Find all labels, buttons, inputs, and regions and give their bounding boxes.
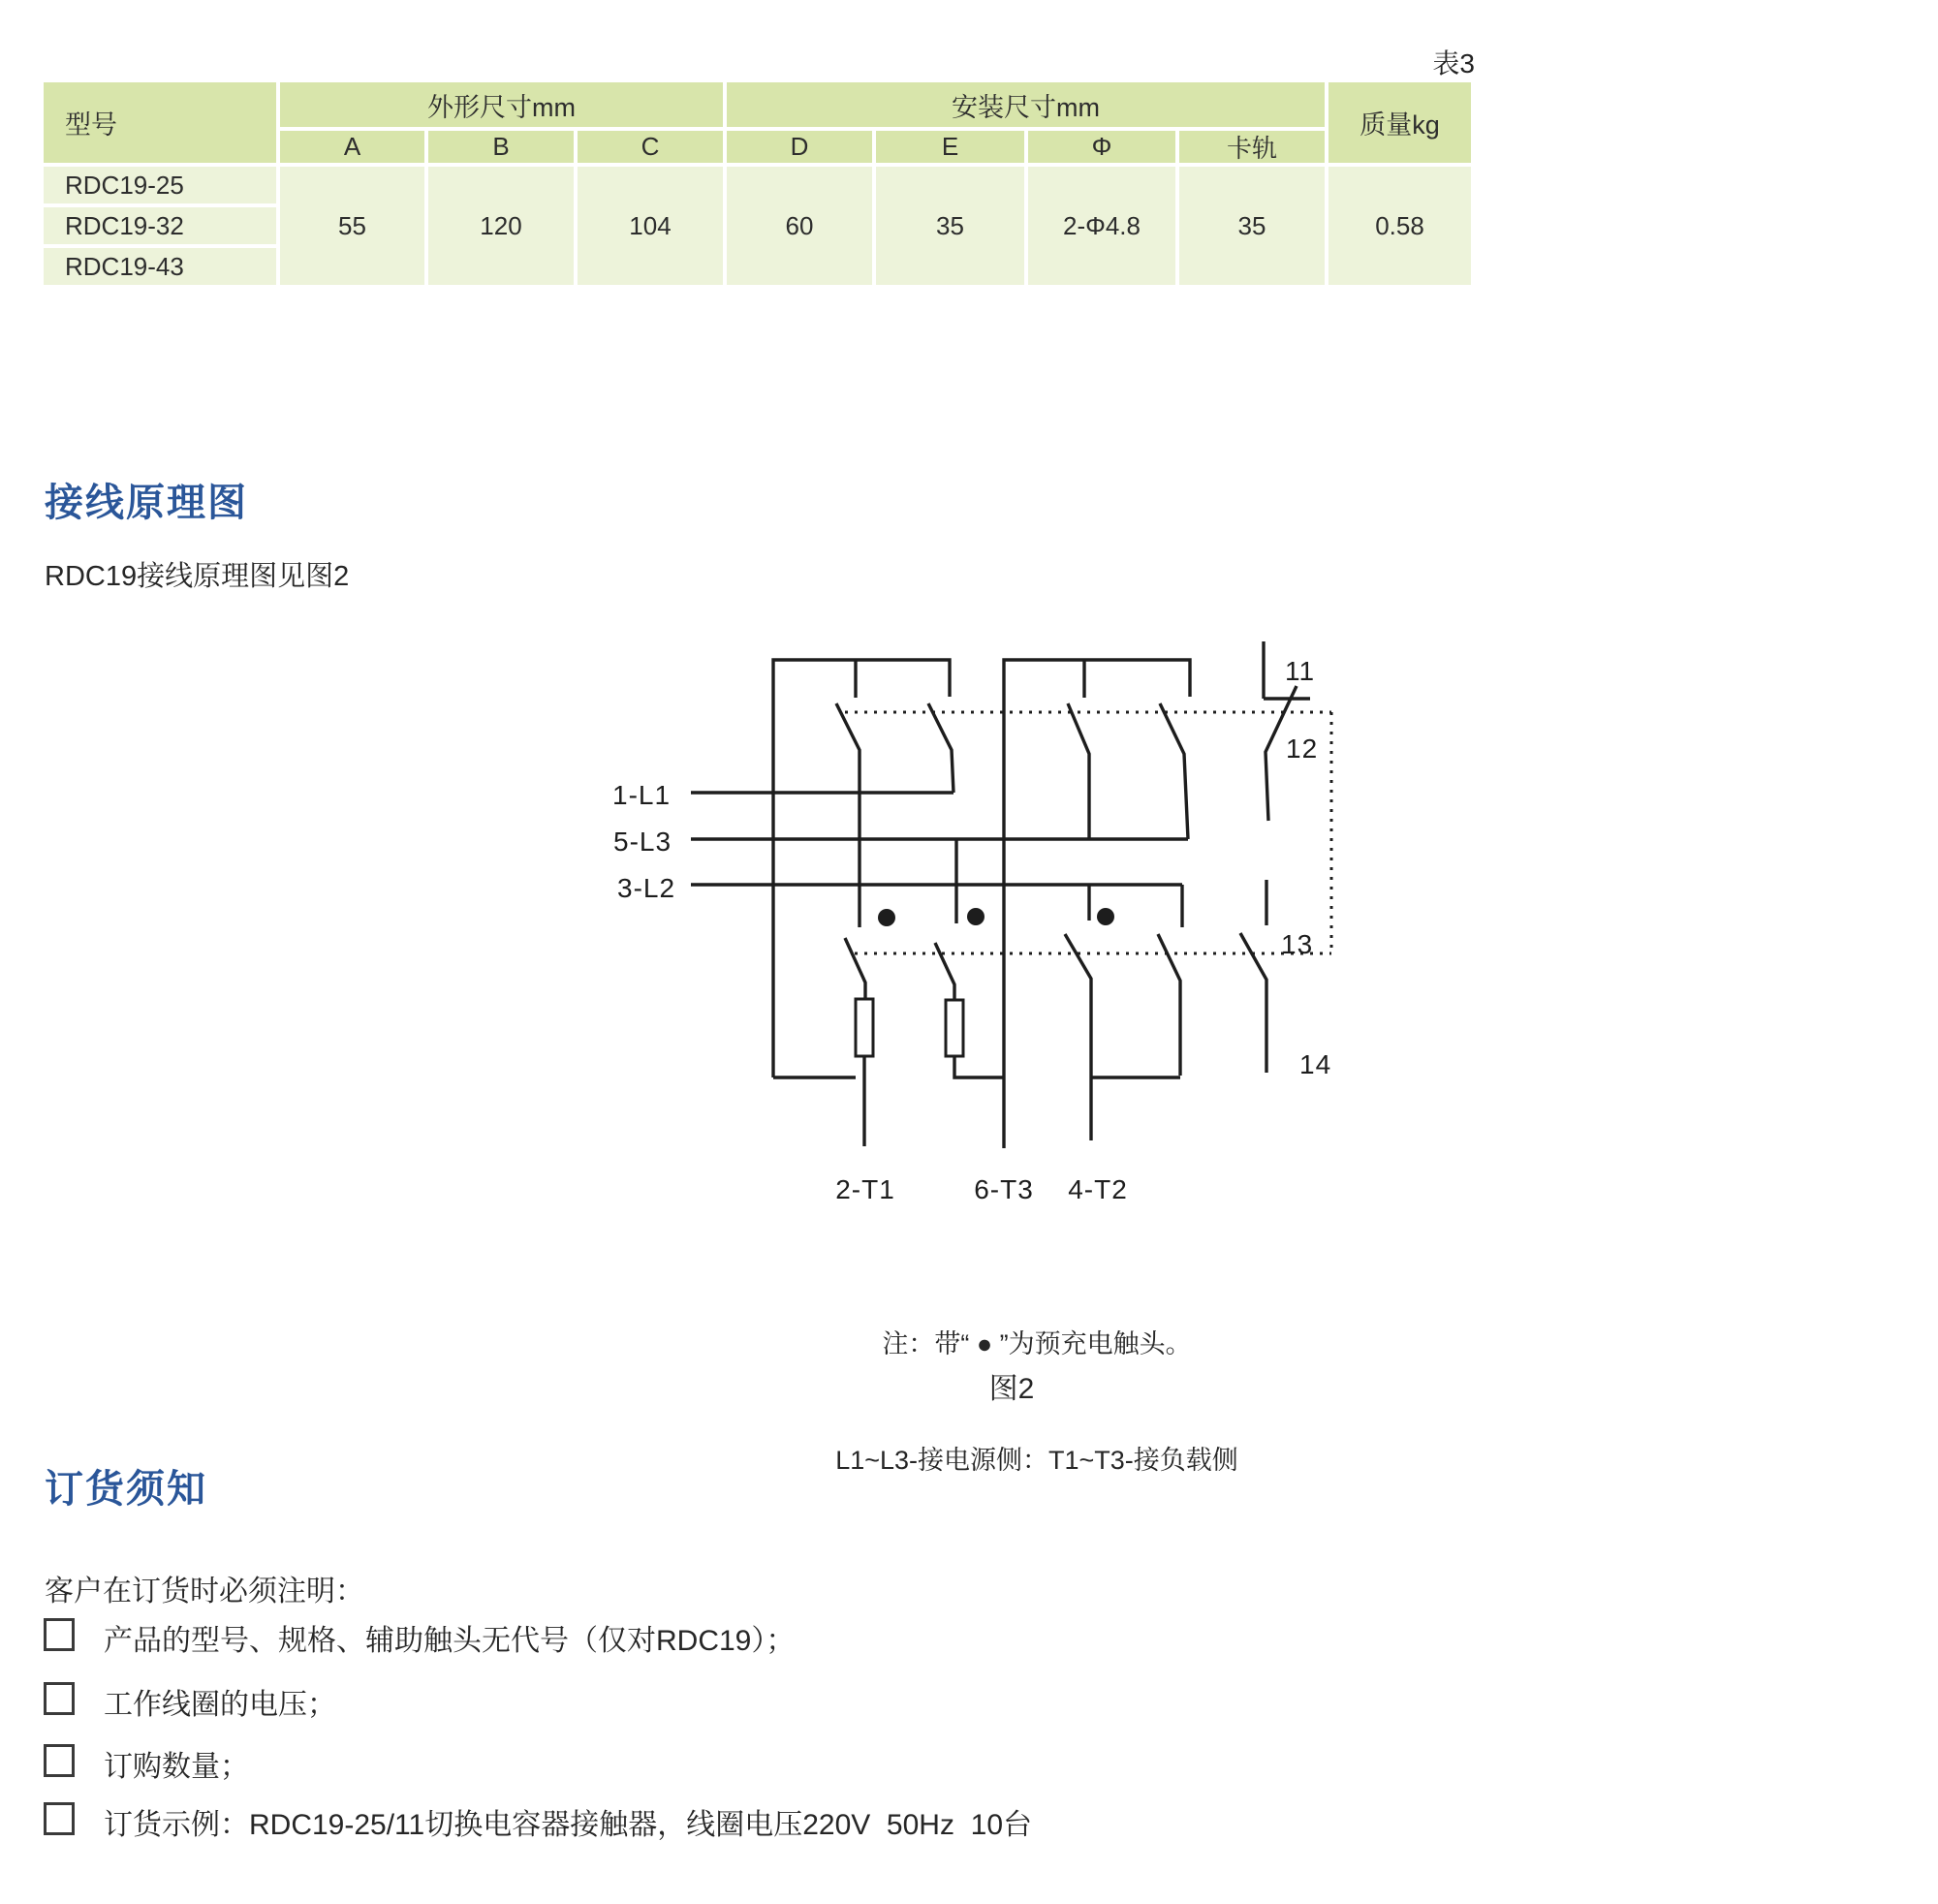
- value-a: 55: [280, 167, 424, 285]
- diagram-label-6-t3: 6-T3: [974, 1174, 1034, 1204]
- value-c: 104: [578, 167, 723, 285]
- diagram-label-3-l2: 3-L2: [617, 873, 676, 903]
- col-header-c: C: [578, 131, 723, 163]
- ordering-item-text: 产品的型号、规格、辅助触头无代号（仅对RDC19）；: [104, 1625, 796, 1657]
- dimensions-table: [44, 82, 1471, 285]
- ordering-item-text: 订货示例：RDC19-25/11切换电容器接触器，线圈电压220V 50Hz 10台: [104, 1809, 1033, 1841]
- ordering-item-3: [44, 1742, 249, 1785]
- diagram-label-4-t2: 4-T2: [1068, 1174, 1128, 1204]
- col-header-model: 型号: [44, 82, 276, 163]
- diagram-note-line1: 注：带“ ● ”为预充电触头。: [882, 1329, 1192, 1358]
- value-b: 120: [428, 167, 574, 285]
- diagram-label-5-l3: 5-L3: [613, 827, 672, 857]
- table-number-label: 表3: [1432, 48, 1475, 78]
- checkbox-icon: [44, 1618, 75, 1651]
- col-header-d: D: [727, 131, 872, 163]
- diagram-note-line2: L1~L3-接电源侧：T1~T3-接负载侧: [835, 1446, 1238, 1475]
- wiring-circuit-diagram: [581, 610, 1434, 1231]
- col-header-phi: Φ: [1028, 131, 1175, 163]
- col-header-b: B: [428, 131, 574, 163]
- checkbox-icon: [44, 1744, 75, 1777]
- value-d: 60: [727, 167, 872, 285]
- table-row-model-rdc19-32: RDC19-32: [44, 207, 276, 244]
- diagram-label-12: 12: [1286, 734, 1319, 764]
- diagram-labels: [612, 656, 1331, 1204]
- ordering-item-1: [44, 1616, 795, 1659]
- ordering-item-4: [44, 1800, 1032, 1843]
- figure-caption: 图2: [988, 1373, 1035, 1405]
- circuit-lines: [691, 641, 1310, 1148]
- col-header-weight: 质量kg: [1328, 82, 1471, 163]
- col-header-e: E: [876, 131, 1024, 163]
- col-group-mounting-dimensions: 安装尺寸mm: [727, 82, 1325, 127]
- ordering-intro-text: 客户在订货时必须注明：: [45, 1576, 364, 1607]
- diagram-label-1-l1: 1-L1: [612, 780, 672, 810]
- value-e: 35: [876, 167, 1024, 285]
- value-rail: 35: [1179, 167, 1325, 285]
- table-row-model-rdc19-43: RDC19-43: [44, 248, 276, 285]
- wiring-intro-text: RDC19接线原理图见图2: [45, 561, 350, 592]
- ordering-item-2: [44, 1680, 336, 1723]
- diagram-label-13: 13: [1281, 929, 1314, 959]
- checkbox-icon: [44, 1802, 75, 1835]
- diagram-label-2-t1: 2-T1: [835, 1174, 895, 1204]
- ordering-item-text: 工作线圈的电压；: [104, 1689, 336, 1721]
- ordering-item-text: 订购数量；: [104, 1751, 249, 1783]
- section-title-ordering-info: 订货须知: [45, 1468, 207, 1511]
- col-header-rail: 卡轨: [1179, 131, 1325, 163]
- diagram-label-11: 11: [1285, 656, 1316, 686]
- value-phi: 2-Φ4.8: [1028, 167, 1175, 285]
- precharge-contact-dots: [878, 908, 1114, 926]
- table-row-model-rdc19-25: RDC19-25: [44, 167, 276, 203]
- col-header-a: A: [280, 131, 424, 163]
- checkbox-icon: [44, 1682, 75, 1715]
- section-title-wiring-diagram: 接线原理图: [45, 482, 248, 524]
- diagram-label-14: 14: [1299, 1049, 1332, 1079]
- col-group-outline-dimensions: 外形尺寸mm: [280, 82, 723, 127]
- value-weight: 0.58: [1328, 167, 1471, 285]
